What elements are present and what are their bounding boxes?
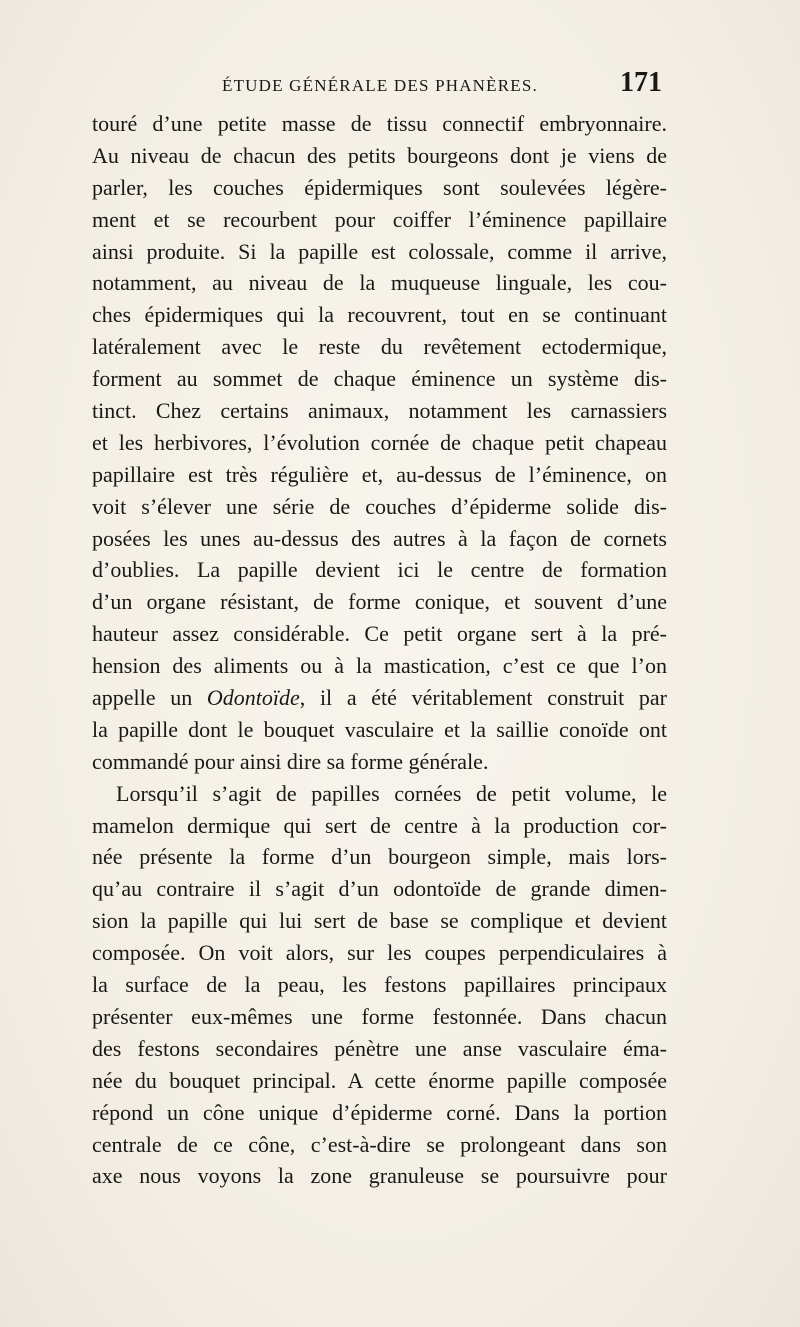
text-line: Au niveau de chacun des petits bourgeons dont je viens de	[92, 142, 667, 168]
text-line: et les herbivores, l’évolution cornée de chaque petit chapeau	[92, 429, 667, 455]
text-line: ches épidermiques qui la recouvrent, tout en se continuant	[92, 302, 667, 328]
text-line: tinct. Chez certains animaux, notamment les carnassiers	[92, 398, 667, 424]
text-line: d’un organe résistant, de forme conique, et souvent d’une	[92, 589, 667, 615]
text-line: parler, les couches épidermiques sont soulevées légère-	[92, 174, 667, 200]
text-line: répond un cône unique d’épiderme corné. Dans la portion	[92, 1099, 667, 1125]
text-line: forment au sommet de chaque éminence un système dis-	[92, 366, 667, 392]
page-number: 171	[620, 67, 662, 98]
text-line: papillaire est très régulière et, au-dessus de l’éminence, on	[92, 461, 667, 487]
text-line: présenter eux-mêmes une forme festonnée. Dans chacun	[92, 1003, 667, 1029]
text-fragment: , il a été véritablement construit par	[299, 685, 667, 711]
text-line: des festons secondaires pénètre une anse vasculaire éma-	[92, 1035, 667, 1061]
text-line: mamelon dermique qui sert de centre à la production cor-	[92, 812, 667, 838]
text-line: la surface de la peau, les festons papillaires principaux	[92, 972, 667, 998]
text-line: composée. On voit alors, sur les coupes perpendiculaires à	[92, 940, 667, 966]
text-line: posées les unes au-dessus des autres à la façon de cornets	[92, 525, 667, 551]
text-line: ainsi produite. Si la papille est colossale, comme il arrive,	[92, 238, 667, 264]
text-line: touré d’une petite masse de tissu connectif embryonnaire.	[92, 111, 667, 136]
text-line: née du bouquet principal. A cette énorme papille composée	[92, 1067, 667, 1093]
paragraph-end-line: commandé pour ainsi dire sa forme générale.	[92, 748, 489, 774]
text-line: la papille dont le bouquet vasculaire et la saillie conoïde ont	[92, 716, 667, 742]
text-line: sion la papille qui lui sert de base se complique et devient	[92, 908, 667, 934]
text-line-odontoide	[92, 682, 667, 714]
text-line: hension des aliments ou à la mastication, c’est ce que l’on	[92, 653, 667, 679]
text-line: axe nous voyons la zone granuleuse se poursuivre pour	[92, 1163, 667, 1189]
running-head	[92, 66, 662, 106]
text-line: née présente la forme d’un bourgeon simple, mais lors-	[92, 844, 667, 870]
running-title: ÉTUDE GÉNÉRALE DES PHANÈRES.	[222, 76, 538, 95]
text-line: d’oublies. La papille devient ici le centre de formation	[92, 557, 667, 583]
text-fragment: appelle un	[92, 685, 207, 711]
text-line: hauteur assez considérable. Ce petit organe sert à la pré-	[92, 621, 667, 647]
text-line: notamment, au niveau de la muqueuse linguale, les cou-	[92, 270, 667, 296]
text-line: latéralement avec le reste du revêtement ectodermique,	[92, 334, 667, 360]
italic-term: Odontoïde	[206, 685, 300, 711]
paragraph-start-line: Lorsqu’il s’agit de papilles cornées de petit volume, le	[116, 780, 667, 806]
text-line: ment et se recourbent pour coiffer l’éminence papillaire	[92, 206, 667, 232]
text-line: voit s’élever une série de couches d’épiderme solide dis-	[92, 493, 667, 519]
body-text	[92, 108, 667, 1192]
text-line: qu’au contraire il s’agit d’un odontoïde de grande dimen-	[92, 876, 667, 902]
text-line: centrale de ce cône, c’est-à-dire se prolongeant dans son	[92, 1131, 667, 1157]
